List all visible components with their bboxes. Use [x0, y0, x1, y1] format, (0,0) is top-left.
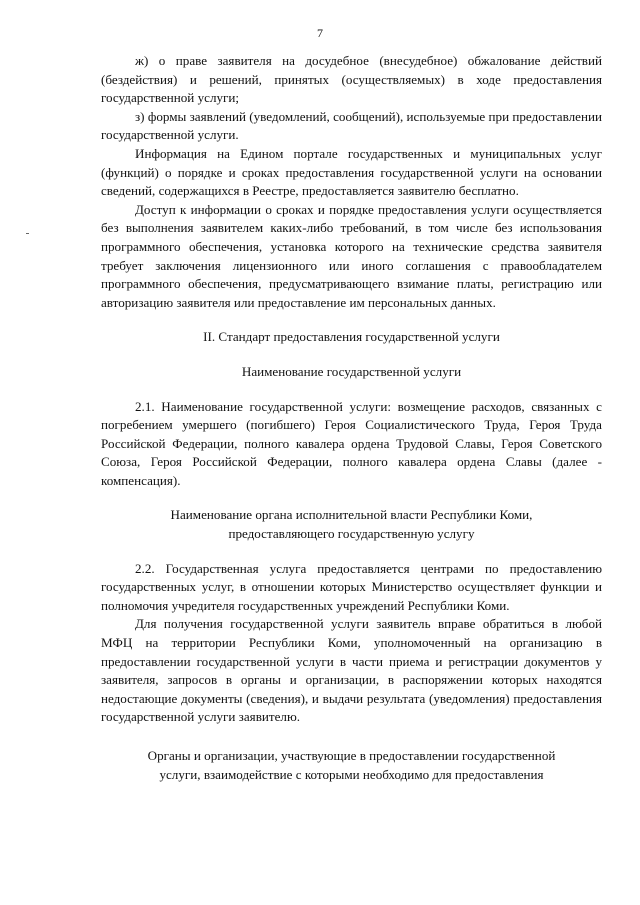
subsection-title-authority-line1: Наименование органа исполнительной власти Республики Коми, [170, 507, 533, 523]
section-title: II. Стандарт предоставления государственной услуги [203, 329, 500, 345]
paragraph-zh: ж) о праве заявителя на досудебное (внесудебное) обжалование действий (бездействия) и решений, принятых (осуществляемых) в ходе предоставления государственной услуги; [101, 53, 602, 106]
paragraph-portal-info: Информация на Едином портале государственных и муниципальных услуг (функций) о порядке и сроках предоставления государственной услуги на основании сведений, содержащихся в Реестре, предоставляется заявителю бесплатно. [101, 145, 602, 199]
subsection-title-organizations-line1: Органы и организации, участвующие в предоставлении государственной [147, 748, 556, 763]
paragraph-z: з) формы заявлений (уведомлений, сообщений), используемые при предоставлении государственной услуги. [101, 108, 602, 143]
paragraph-2-1: 2.1. Наименование государственной услуги: возмещение расходов, связанных с погребением умершего (погибшего) Героя Социалистического Труда, Героя Труда Российской Федерации, полного кавалера ордена Трудовой Славы, Героя Советского Союза, Героя Российской Федерации, полного кавалера ордена Славы (далее - компенсация). [101, 398, 602, 488]
subsection-title-service-name: Наименование государственной услуги [241, 363, 462, 379]
subsection-title-authority-line2: предоставляющего государственную услугу [228, 526, 475, 542]
paragraph-mfc: Для получения государственной услуги заявитель вправе обратиться в любой МФЦ на территории Республики Коми, уполномоченный на организацию в предоставлении государственной услуги в части приема и регистрации документов у заявителя, запросов в органы и организации, в распоряжении которых находятся недостающие документы (сведения), и выдачи результата (уведомления) предоставления государственной услуги заявителю. [101, 616, 602, 725]
subsection-title-organizations-line2: услуги, взаимодействие с которыми необходимо для предоставления [159, 766, 544, 782]
paragraph-2-2: 2.2. Государственная услуга предоставляется центрами по предоставлению государственных услуг, в отношении которых Министерство осуществляет функции и полномочия учредителя государственных учреждений Республики Коми. [101, 560, 602, 613]
page-number: 7 [317, 26, 323, 40]
paragraph-access-info: Доступ к информации о сроках и порядке предоставления услуги осуществляется без выполнения заявителем каких-либо требований, в том числе без использования программного обеспечения, установка которого на технические средства заявителя требует заключения лицензионного или иного соглашения с правообладателем программного обеспечения, предусматривающего взимание платы, регистрацию или авторизацию заявителя или предоставление им персональных данных. [101, 201, 602, 310]
margin-mark [26, 233, 29, 234]
document-body [101, 52, 602, 784]
